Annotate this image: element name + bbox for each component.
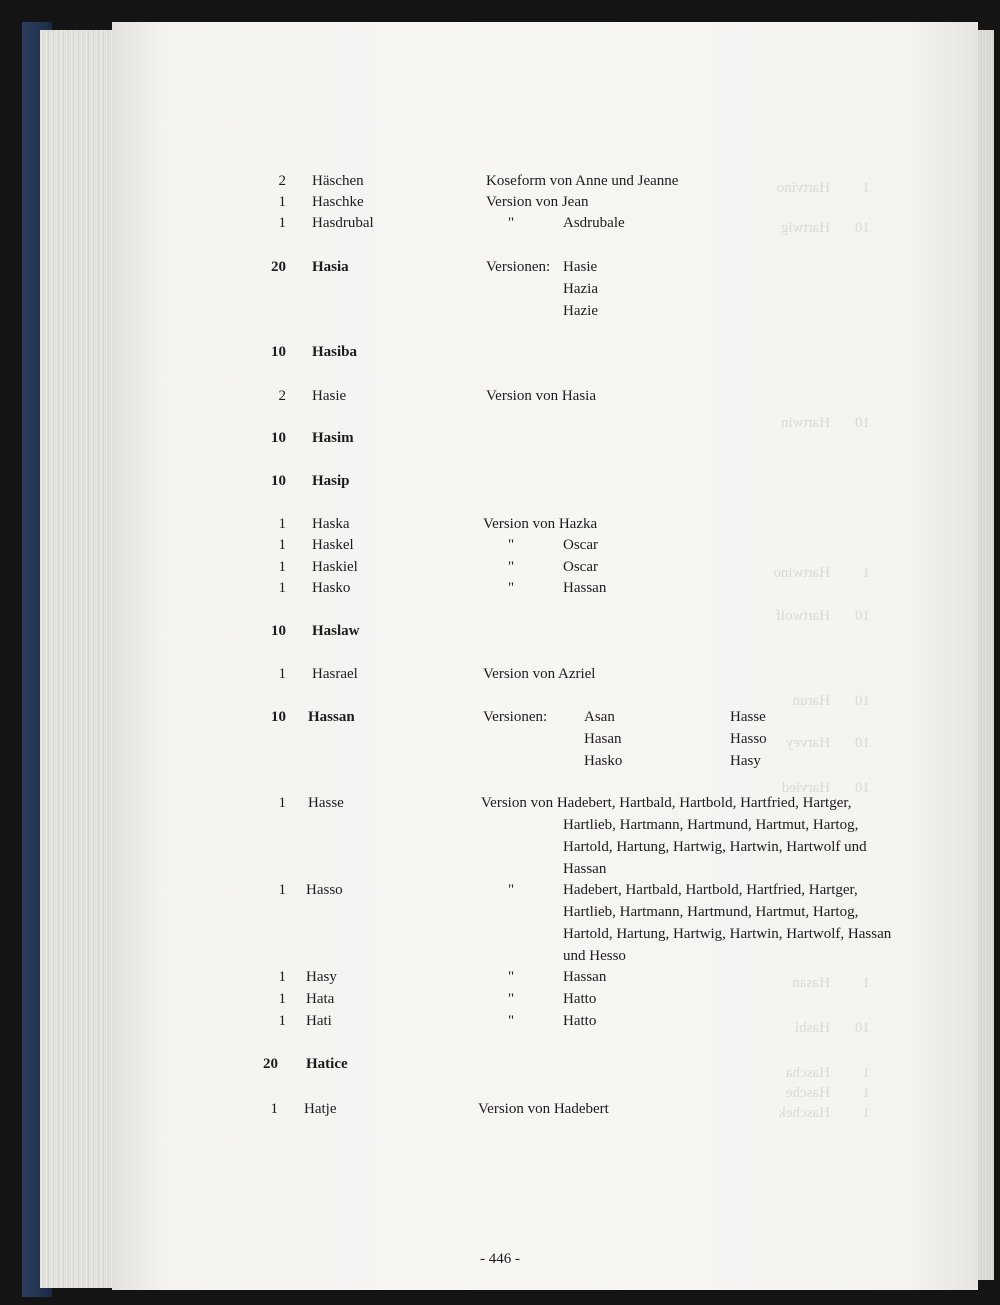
entry-description: Hassan <box>563 969 607 985</box>
entry-count: 1 <box>278 580 286 596</box>
entry-name: Hasrael <box>312 666 358 682</box>
variant-name: Hazia <box>563 281 598 297</box>
entry-name: Hati <box>306 1013 332 1029</box>
entry-description: Version von Azriel <box>483 666 596 682</box>
entry-count: 1 <box>278 882 286 898</box>
entry-name: Hasdrubal <box>312 215 374 231</box>
variant-name: Hasie <box>563 259 598 275</box>
entry-name: Hatje <box>304 1101 337 1117</box>
entry-count: 10 <box>271 344 286 360</box>
entry-description: Hatto <box>563 991 597 1007</box>
variant-name: Hasko <box>584 753 623 769</box>
entry-name: Hasy <box>306 969 337 985</box>
variant-name: Hazie <box>563 303 598 319</box>
variant-name: Hasso <box>730 731 767 747</box>
variant-name: Hasy <box>730 753 761 769</box>
entry-description: Version von Hasia <box>486 388 596 404</box>
entry-count: 1 <box>270 1101 278 1117</box>
entry-count: 2 <box>278 388 286 404</box>
entry-description: Oscar <box>563 559 598 575</box>
entry-name: Hasse <box>308 795 344 811</box>
entry-name: Hasia <box>312 259 349 275</box>
entry-count: 10 <box>271 709 286 725</box>
entry-name: Hassan <box>308 709 355 725</box>
entry-count: 1 <box>278 194 286 210</box>
entry-description-line: Hartlieb, Hartmann, Hartmund, Hartmut, Hartog, <box>563 904 859 920</box>
entry-name: Haskiel <box>312 559 358 575</box>
ditto-mark: " <box>507 969 515 985</box>
entry-name: Hasiba <box>312 344 358 360</box>
entry-name: Hasie <box>312 388 347 404</box>
entry-count: 1 <box>278 666 286 682</box>
ditto-mark: " <box>507 559 515 575</box>
entry-description-line: Hartold, Hartung, Hartwig, Hartwin, Hartwolf und <box>563 839 867 855</box>
entry-name: Häschen <box>312 173 364 189</box>
entry-name: Haslaw <box>312 623 360 639</box>
entry-name: Hatice <box>306 1056 348 1072</box>
entry-description: Hatto <box>563 1013 597 1029</box>
entry-count: 1 <box>278 1013 286 1029</box>
variant-name: Hasse <box>730 709 766 725</box>
variant-name: Asan <box>584 709 615 725</box>
ditto-mark: " <box>507 215 515 231</box>
ditto-mark: " <box>507 991 515 1007</box>
entry-count: 10 <box>271 623 286 639</box>
entry-name: Hasso <box>306 882 343 898</box>
entry-count: 1 <box>278 991 286 1007</box>
entry-description: Version von Hadebert <box>478 1101 609 1117</box>
entry-count: 1 <box>278 559 286 575</box>
entry-count: 20 <box>263 1056 278 1072</box>
entry-description: Version von Hadebert, Hartbald, Hartbold, Hartfried, Hartger, <box>481 795 852 811</box>
page-number: - 446 - <box>480 1251 520 1267</box>
page-stack-edge <box>40 30 120 1288</box>
entry-description-line: und Hesso <box>563 948 626 964</box>
entry-description: Oscar <box>563 537 598 553</box>
entry-count: 10 <box>271 473 286 489</box>
entry-count: 10 <box>271 430 286 446</box>
ditto-mark: " <box>507 537 515 553</box>
entry-count: 1 <box>278 537 286 553</box>
entry-description: Version von Hazka <box>483 516 598 532</box>
entry-count: 1 <box>278 215 286 231</box>
entry-description-line: Hartold, Hartung, Hartwig, Hartwin, Hartwolf, Hassan <box>563 926 892 942</box>
entry-description: Hassan <box>563 580 607 596</box>
variant-name: Hasan <box>584 731 622 747</box>
entry-name: Haskel <box>312 537 354 553</box>
entry-description: Koseform von Anne und Jeanne <box>486 173 679 189</box>
entry-description-line: Hassan <box>563 861 607 877</box>
entry-description-line: Hartlieb, Hartmann, Hartmund, Hartmut, Hartog, <box>563 817 859 833</box>
entry-description-line: Hadebert, Hartbald, Hartbold, Hartfried, Hartger, <box>563 882 858 898</box>
entry-description: Asdrubale <box>563 215 625 231</box>
entry-name: Hasip <box>312 473 350 489</box>
entry-name: Hasko <box>312 580 351 596</box>
entry-count: 20 <box>271 259 286 275</box>
versions-label: Versionen: <box>486 259 551 275</box>
entry-count: 1 <box>278 516 286 532</box>
entry-name: Haska <box>312 516 350 532</box>
entry-count: 1 <box>278 969 286 985</box>
ditto-mark: " <box>507 882 515 898</box>
ditto-mark: " <box>507 1013 515 1029</box>
ditto-mark: " <box>507 580 515 596</box>
right-page-edge <box>978 30 994 1280</box>
entry-name: Haschke <box>312 194 364 210</box>
entry-description: Version von Jean <box>486 194 589 210</box>
entry-count: 2 <box>278 173 286 189</box>
entry-count: 1 <box>278 795 286 811</box>
versions-label: Versionen: <box>483 709 548 725</box>
entry-name: Hata <box>306 991 335 1007</box>
entry-name: Hasim <box>312 430 354 446</box>
